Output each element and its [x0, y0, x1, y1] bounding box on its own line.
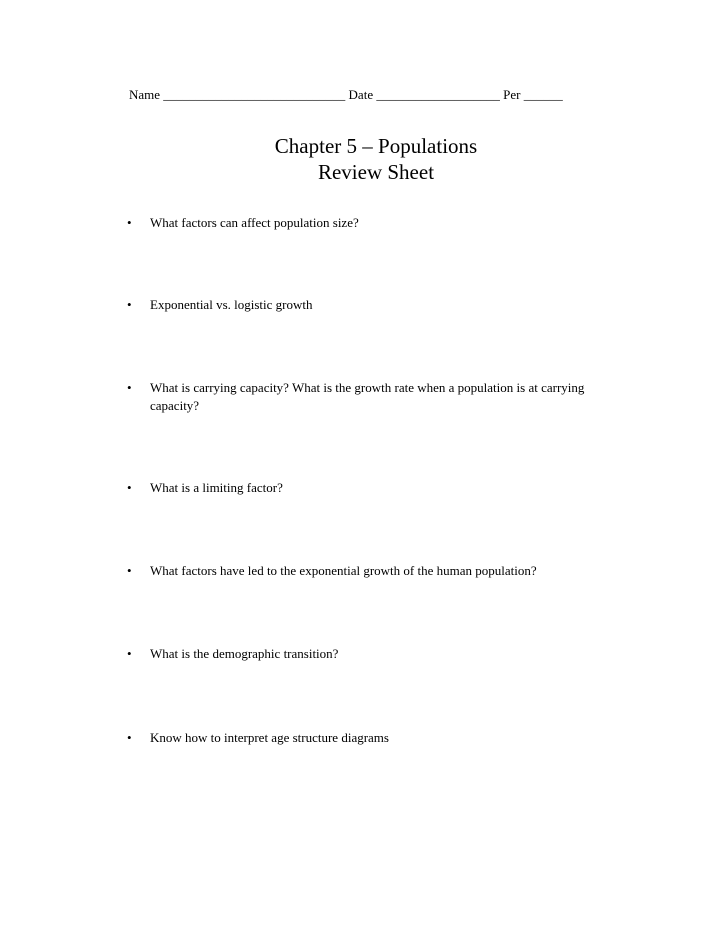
question-text: What is carrying capacity? What is the growth rate when a population is at carrying capacity?: [150, 380, 585, 413]
question-item: [127, 729, 597, 747]
question-text: What is a limiting factor?: [150, 480, 283, 495]
question-text: Exponential vs. logistic growth: [150, 297, 313, 312]
question-text: What factors can affect population size?: [150, 215, 359, 230]
question-item: [127, 379, 597, 415]
question-item: [127, 479, 597, 497]
bullet-icon: •: [127, 215, 132, 230]
bullet-icon: •: [127, 297, 132, 312]
date-blank: ___________________: [376, 87, 500, 102]
question-text: What is the demographic transition?: [150, 646, 339, 661]
question-item: [127, 296, 597, 314]
question-item: [127, 214, 597, 232]
period-blank: ______: [523, 87, 563, 102]
page-subtitle: Review Sheet: [317, 160, 435, 184]
question-text: Know how to interpret age structure diagrams: [150, 730, 389, 745]
bullet-icon: •: [127, 563, 132, 578]
question-item: [127, 562, 597, 580]
bullet-icon: •: [127, 646, 132, 661]
period-label: Per: [503, 87, 521, 102]
name-label: Name: [129, 87, 161, 102]
question-item: [127, 645, 597, 663]
name-blank: ____________________________: [163, 87, 346, 102]
bullet-icon: •: [127, 730, 132, 745]
date-label: Date: [348, 87, 374, 102]
bullet-icon: •: [127, 480, 132, 495]
question-text: What factors have led to the exponential growth of the human population?: [150, 563, 537, 578]
student-info-line: [129, 87, 563, 103]
page-title: Chapter 5 – Populations: [274, 134, 478, 158]
bullet-icon: •: [127, 380, 132, 395]
